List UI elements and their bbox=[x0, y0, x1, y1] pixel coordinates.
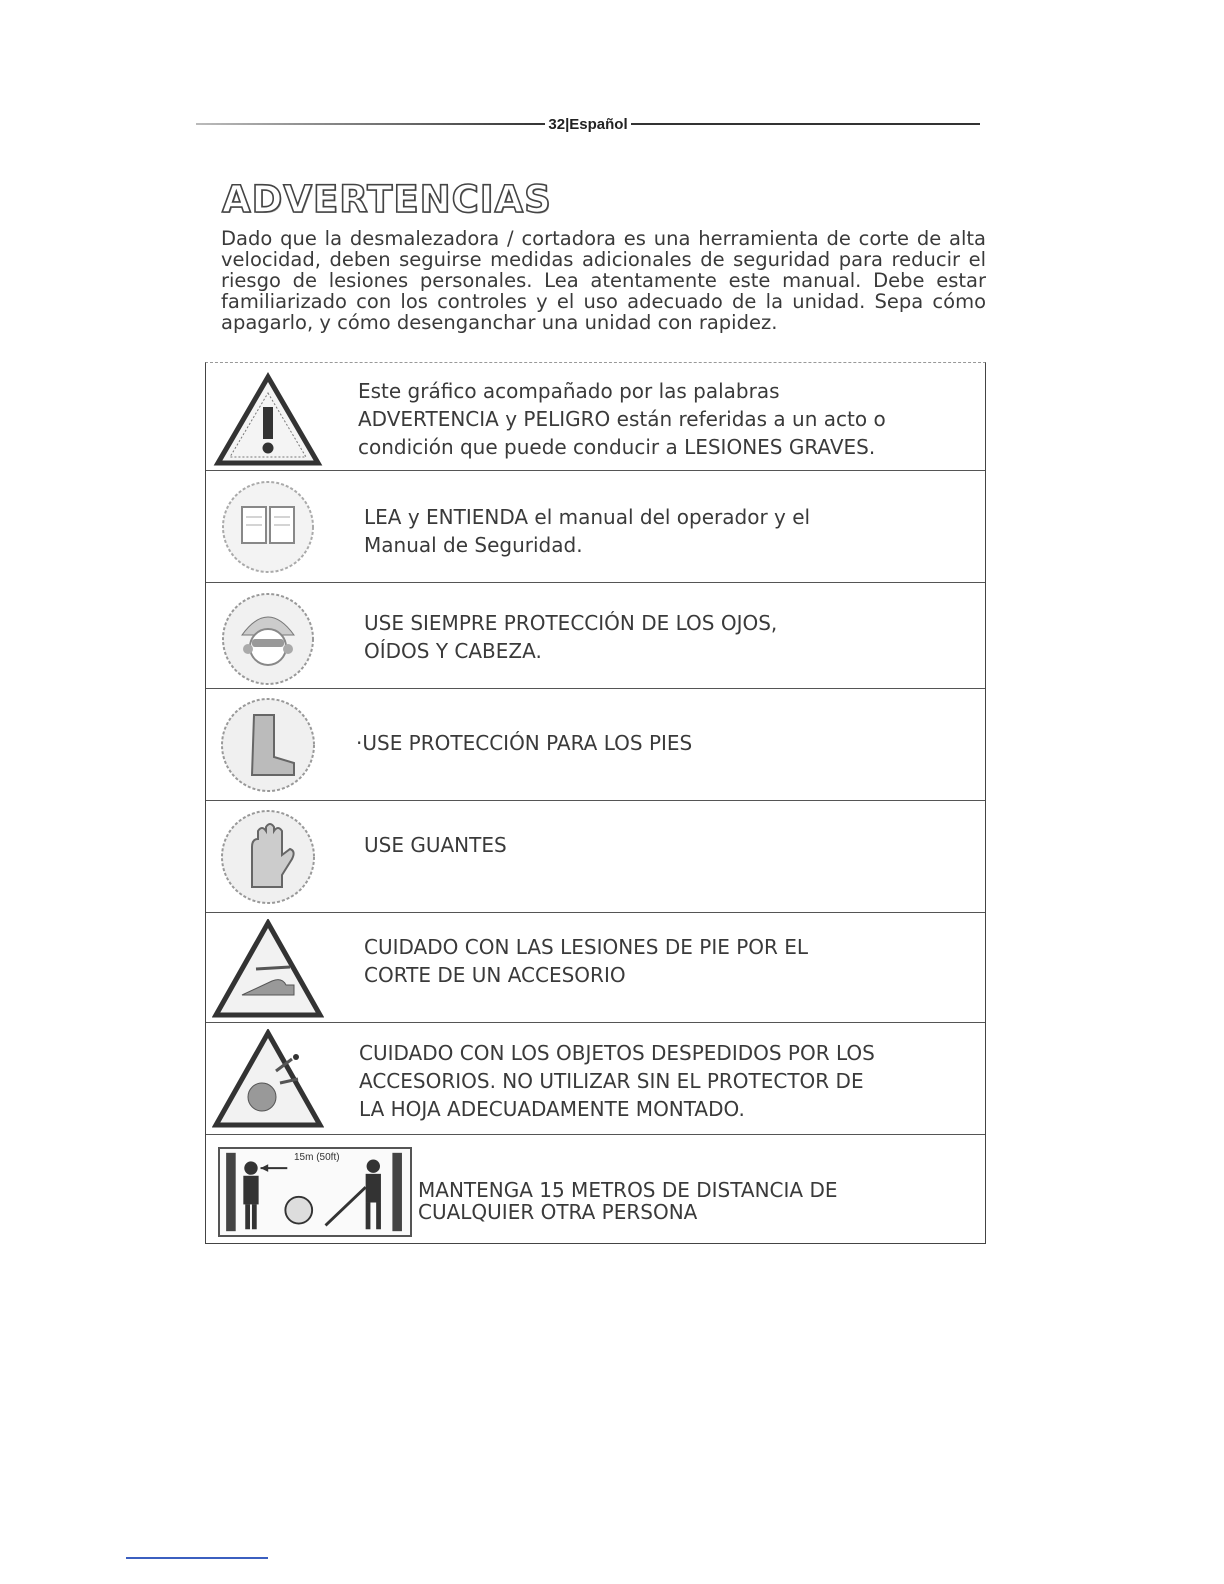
warning-row bbox=[206, 583, 985, 689]
warnings-table bbox=[205, 362, 986, 1244]
warning-text: LEA y ENTIENDA el manual del operador y el Manual de Seguridad. bbox=[364, 505, 811, 557]
warning-row bbox=[206, 471, 985, 583]
footer-rule bbox=[126, 1557, 268, 1559]
distance-label: 15m (50ft) bbox=[294, 1152, 340, 1163]
warning-row bbox=[206, 363, 985, 471]
warning-text: CUIDADO CON LOS OBJETOS DESPEDIDOS POR LOS ACCESORIOS. NO UTILIZAR SIN EL PROTECTOR DE LA HOJA ADECUADAMENTE MONTADO. bbox=[359, 1041, 875, 1121]
warning-text: CUIDADO CON LAS LESIONES DE PIE POR EL CORTE DE UN ACCESORIO bbox=[364, 935, 809, 987]
page-header bbox=[196, 112, 980, 136]
eye-ear-head-protection-icon bbox=[212, 589, 324, 689]
warning-row bbox=[206, 913, 985, 1023]
thrown-objects-triangle-icon bbox=[212, 1029, 324, 1129]
warning-row bbox=[206, 1023, 985, 1135]
gloves-icon bbox=[212, 807, 324, 907]
warning-text: USE GUANTES bbox=[364, 833, 507, 857]
warning-text: ·USE PROTECCIÓN PARA LOS PIES bbox=[356, 731, 693, 755]
header-rule-right bbox=[631, 123, 980, 125]
read-manual-icon bbox=[212, 477, 324, 577]
warning-text: Este gráfico acompañado por las palabras ADVERTENCIA y PELIGRO están referidas a un acto o condición que puede conducir a LESIONES GRAVES. bbox=[358, 379, 886, 459]
page-number-label: 32|Español bbox=[548, 115, 628, 133]
page-title: ADVERTENCIAS bbox=[222, 178, 552, 221]
safety-distance-icon bbox=[218, 1147, 412, 1237]
warning-triangle-icon bbox=[212, 371, 324, 471]
warning-row bbox=[206, 801, 985, 913]
warning-text: USE SIEMPRE PROTECCIÓN DE LOS OJOS, OÍDOS Y CABEZA. bbox=[364, 611, 778, 663]
warning-row bbox=[206, 1135, 985, 1243]
header-rule-left bbox=[196, 123, 545, 125]
foot-injury-triangle-icon bbox=[212, 919, 324, 1019]
warning-text: MANTENGA 15 METROS DE DISTANCIA DE CUALQUIER OTRA PERSONA bbox=[418, 1178, 838, 1224]
warning-row bbox=[206, 689, 985, 801]
intro-paragraph: Dado que la desmalezadora / cortadora es una herramienta de corte de alta velocidad, deben seguirse medidas adicionales de seguridad para reducir el riesgo de lesiones personales. Lea atentamente este manual. Debe estar familiarizado con los controles y el uso adecuado de la unidad. Sepa cómo apagarlo, y cómo desenganchar una unidad con rapidez. bbox=[221, 227, 986, 334]
foot-protection-icon bbox=[212, 695, 324, 795]
